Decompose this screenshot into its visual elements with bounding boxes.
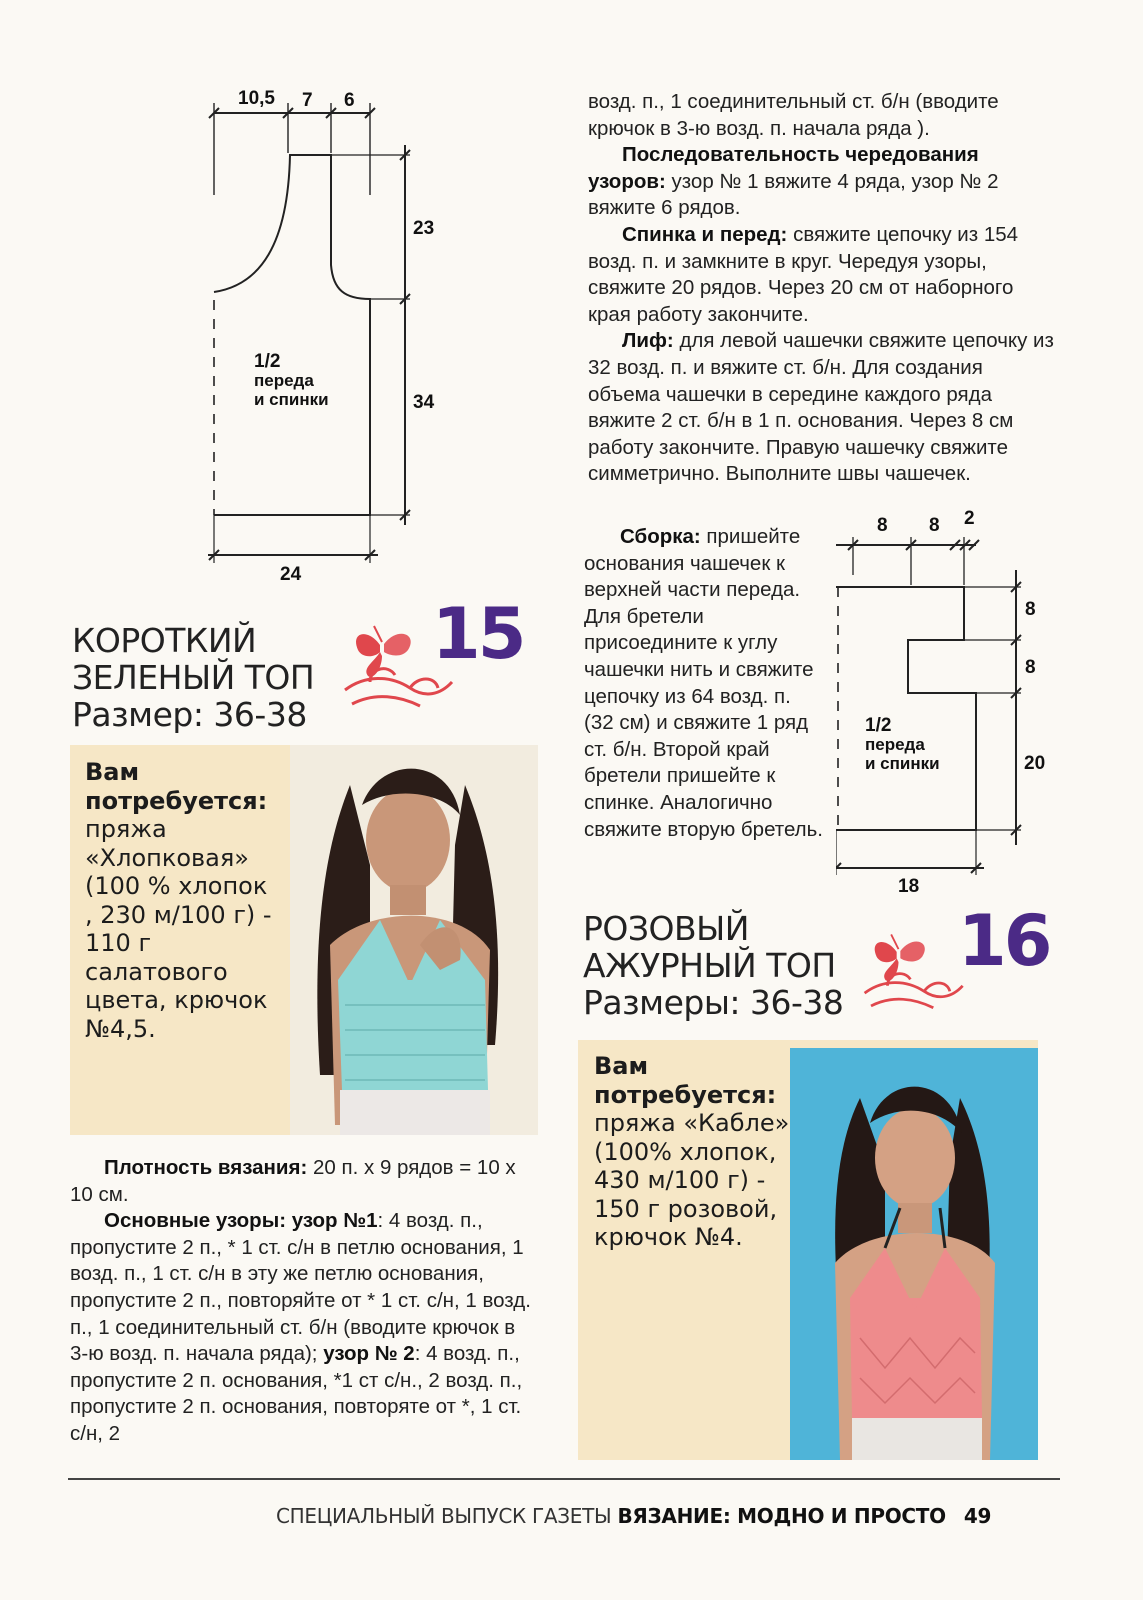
label-fraction: 1/2 bbox=[254, 351, 281, 372]
pattern2-title: узор № 2 bbox=[323, 1342, 415, 1366]
bodice-paragraph bbox=[588, 328, 1058, 488]
dim-width-shoulder: 10,5 bbox=[238, 88, 275, 109]
model-photo-16 bbox=[790, 1048, 1038, 1460]
flourish-ornament bbox=[860, 925, 970, 1020]
label-line1: переда bbox=[254, 371, 314, 390]
title-line1: КОРОТКИЙ bbox=[72, 621, 257, 660]
density-text: 20 п. х 9 рядов = 10 х 10 см. bbox=[70, 1156, 516, 1206]
dim-width-strap: 7 bbox=[302, 90, 313, 111]
assembly-text: пришейте основания чашечек к верхней части переда. Для бретели присоедините к углу чашечки нить и свяжите цепочку из 64 возд. п. (32 см) и свяжите 1 ряд ст. б/н. Второй край бретели пришейте к спинке. Аналогично свяжите вторую бретель. bbox=[584, 525, 824, 841]
project-15-instructions bbox=[70, 1155, 535, 1448]
dim-height-armhole: 23 bbox=[413, 218, 435, 239]
footer-magazine-name: ВЯЗАНИЕ: МОДНО И ПРОСТО bbox=[617, 1504, 946, 1528]
label-fraction: 1/2 bbox=[865, 715, 892, 736]
bodice-title: Лиф: bbox=[622, 329, 674, 353]
dim-bottom-width: 24 bbox=[280, 564, 302, 585]
model-illustration bbox=[290, 745, 538, 1135]
project-15-title bbox=[72, 622, 314, 733]
label-line1: переда bbox=[865, 735, 925, 754]
size-label: Размеры: 36-38 bbox=[583, 983, 844, 1022]
dim-top-right: 2 bbox=[964, 508, 975, 529]
back-front-title: Спинка и перед: bbox=[622, 222, 788, 246]
footer-text: СПЕЦИАЛЬНЫЙ ВЫПУСК ГАЗЕТЫ bbox=[276, 1504, 618, 1528]
assembly-title: Сборка: bbox=[620, 525, 701, 548]
dim-width-neck: 6 bbox=[344, 90, 355, 111]
back-front-paragraph bbox=[588, 222, 1058, 328]
requirements-title: Вам потребуется: bbox=[594, 1052, 777, 1109]
dim-side-1: 8 bbox=[1025, 599, 1036, 620]
sequence-text: узор № 1 вяжите 4 ряда, узор № 2 вяжите 6 рядов. bbox=[588, 169, 999, 220]
back-front-text: свяжите цепочку из 154 возд. п. и замкните в круг. Чередуя узоры, свяжите 20 рядов. Через 20 см от наборного края работу закончите. bbox=[588, 222, 1019, 326]
requirements-text-16 bbox=[594, 1052, 794, 1252]
bodice-text: для левой чашечки свяжите цепочку из 32 возд. п. и вяжите ст. б/н. Для создания объема чашечки в середине каждого ряда вяжите 2 ст. б/н в 1 п. основания. Через 8 см работу закончите. Правую чашечку свяжите симметрично. Выполните швы чашечек. bbox=[588, 329, 1054, 486]
label-line2: и спинки bbox=[865, 754, 940, 773]
assembly-paragraph bbox=[584, 524, 826, 843]
patterns-text-2: : 4 возд. п., пропустите 2 п. основания, *1 ст с/н., 2 возд. п., пропустите 2 п. основания, повторяте от *, 1 ст. с/н, 2 bbox=[70, 1342, 523, 1445]
title-line1: РОЗОВЫЙ bbox=[583, 909, 749, 948]
dim-side-2: 8 bbox=[1025, 657, 1036, 678]
patterns-title: Основные узоры: узор №1 bbox=[104, 1209, 378, 1233]
requirements-body: пряжа «Кабле» (100% хлопок, 430 м/100 г) - 150 г розовой, крючок №4. bbox=[594, 1109, 790, 1251]
footer bbox=[276, 1504, 991, 1528]
requirements-text-15 bbox=[85, 758, 280, 1043]
project-number-16: 16 bbox=[958, 900, 1050, 982]
dim-top-left: 8 bbox=[877, 515, 888, 536]
diagram-label-16 bbox=[865, 716, 940, 773]
page-number: 49 bbox=[963, 1504, 992, 1528]
pattern-diagram-16 bbox=[836, 525, 1046, 885]
pattern-diagram-15 bbox=[200, 85, 440, 605]
title-line2: ЗЕЛЕНЫЙ ТОП bbox=[72, 658, 315, 697]
project-16-title bbox=[583, 910, 843, 1021]
requirements-body: пряжа «Хлопковая» (100 % хлопок , 230 м/100 г) - 110 г салатового цвета, крючок №4,5. bbox=[85, 815, 272, 1043]
dim-side-3: 20 bbox=[1024, 753, 1046, 774]
requirements-title: Вам потребуется: bbox=[85, 758, 268, 815]
dim-top-middle: 8 bbox=[929, 515, 940, 536]
project-number-15: 15 bbox=[432, 593, 524, 675]
dim-bottom: 18 bbox=[898, 876, 920, 897]
continuation-paragraph: возд. п., 1 соединительный ст. б/н (вводите крючок в 3-ю возд. п. начала ряда ). bbox=[588, 90, 999, 140]
dim-height-body: 34 bbox=[413, 392, 435, 413]
right-column-text bbox=[588, 89, 1058, 488]
density-paragraph bbox=[70, 1155, 535, 1208]
diagram-label bbox=[254, 352, 329, 409]
density-title: Плотность вязания: bbox=[104, 1156, 308, 1179]
footer-rule bbox=[68, 1478, 1060, 1480]
label-line2: и спинки bbox=[254, 390, 329, 409]
sequence-title: Последовательность чередования узоров: bbox=[588, 143, 979, 193]
model-photo-15 bbox=[290, 745, 538, 1135]
patterns-text-1: : 4 возд. п., пропустите 2 п., * 1 ст. с/н в петлю основания, 1 возд. п., 1 ст. с/н в эту же петлю основания, пропустите 2 п., повторяйте от * 1 ст. с/н, 1 возд. п., 1 соединительный ст. б/н (вводите крючок в 3-ю возд. п. начала ряда); bbox=[70, 1209, 531, 1366]
model-illustration bbox=[790, 1048, 1038, 1460]
title-line2: АЖУРНЫЙ ТОП bbox=[583, 946, 836, 985]
patterns-paragraph bbox=[70, 1208, 535, 1447]
sequence-paragraph bbox=[588, 142, 1058, 222]
size-label: Размер: 36-38 bbox=[72, 695, 307, 734]
